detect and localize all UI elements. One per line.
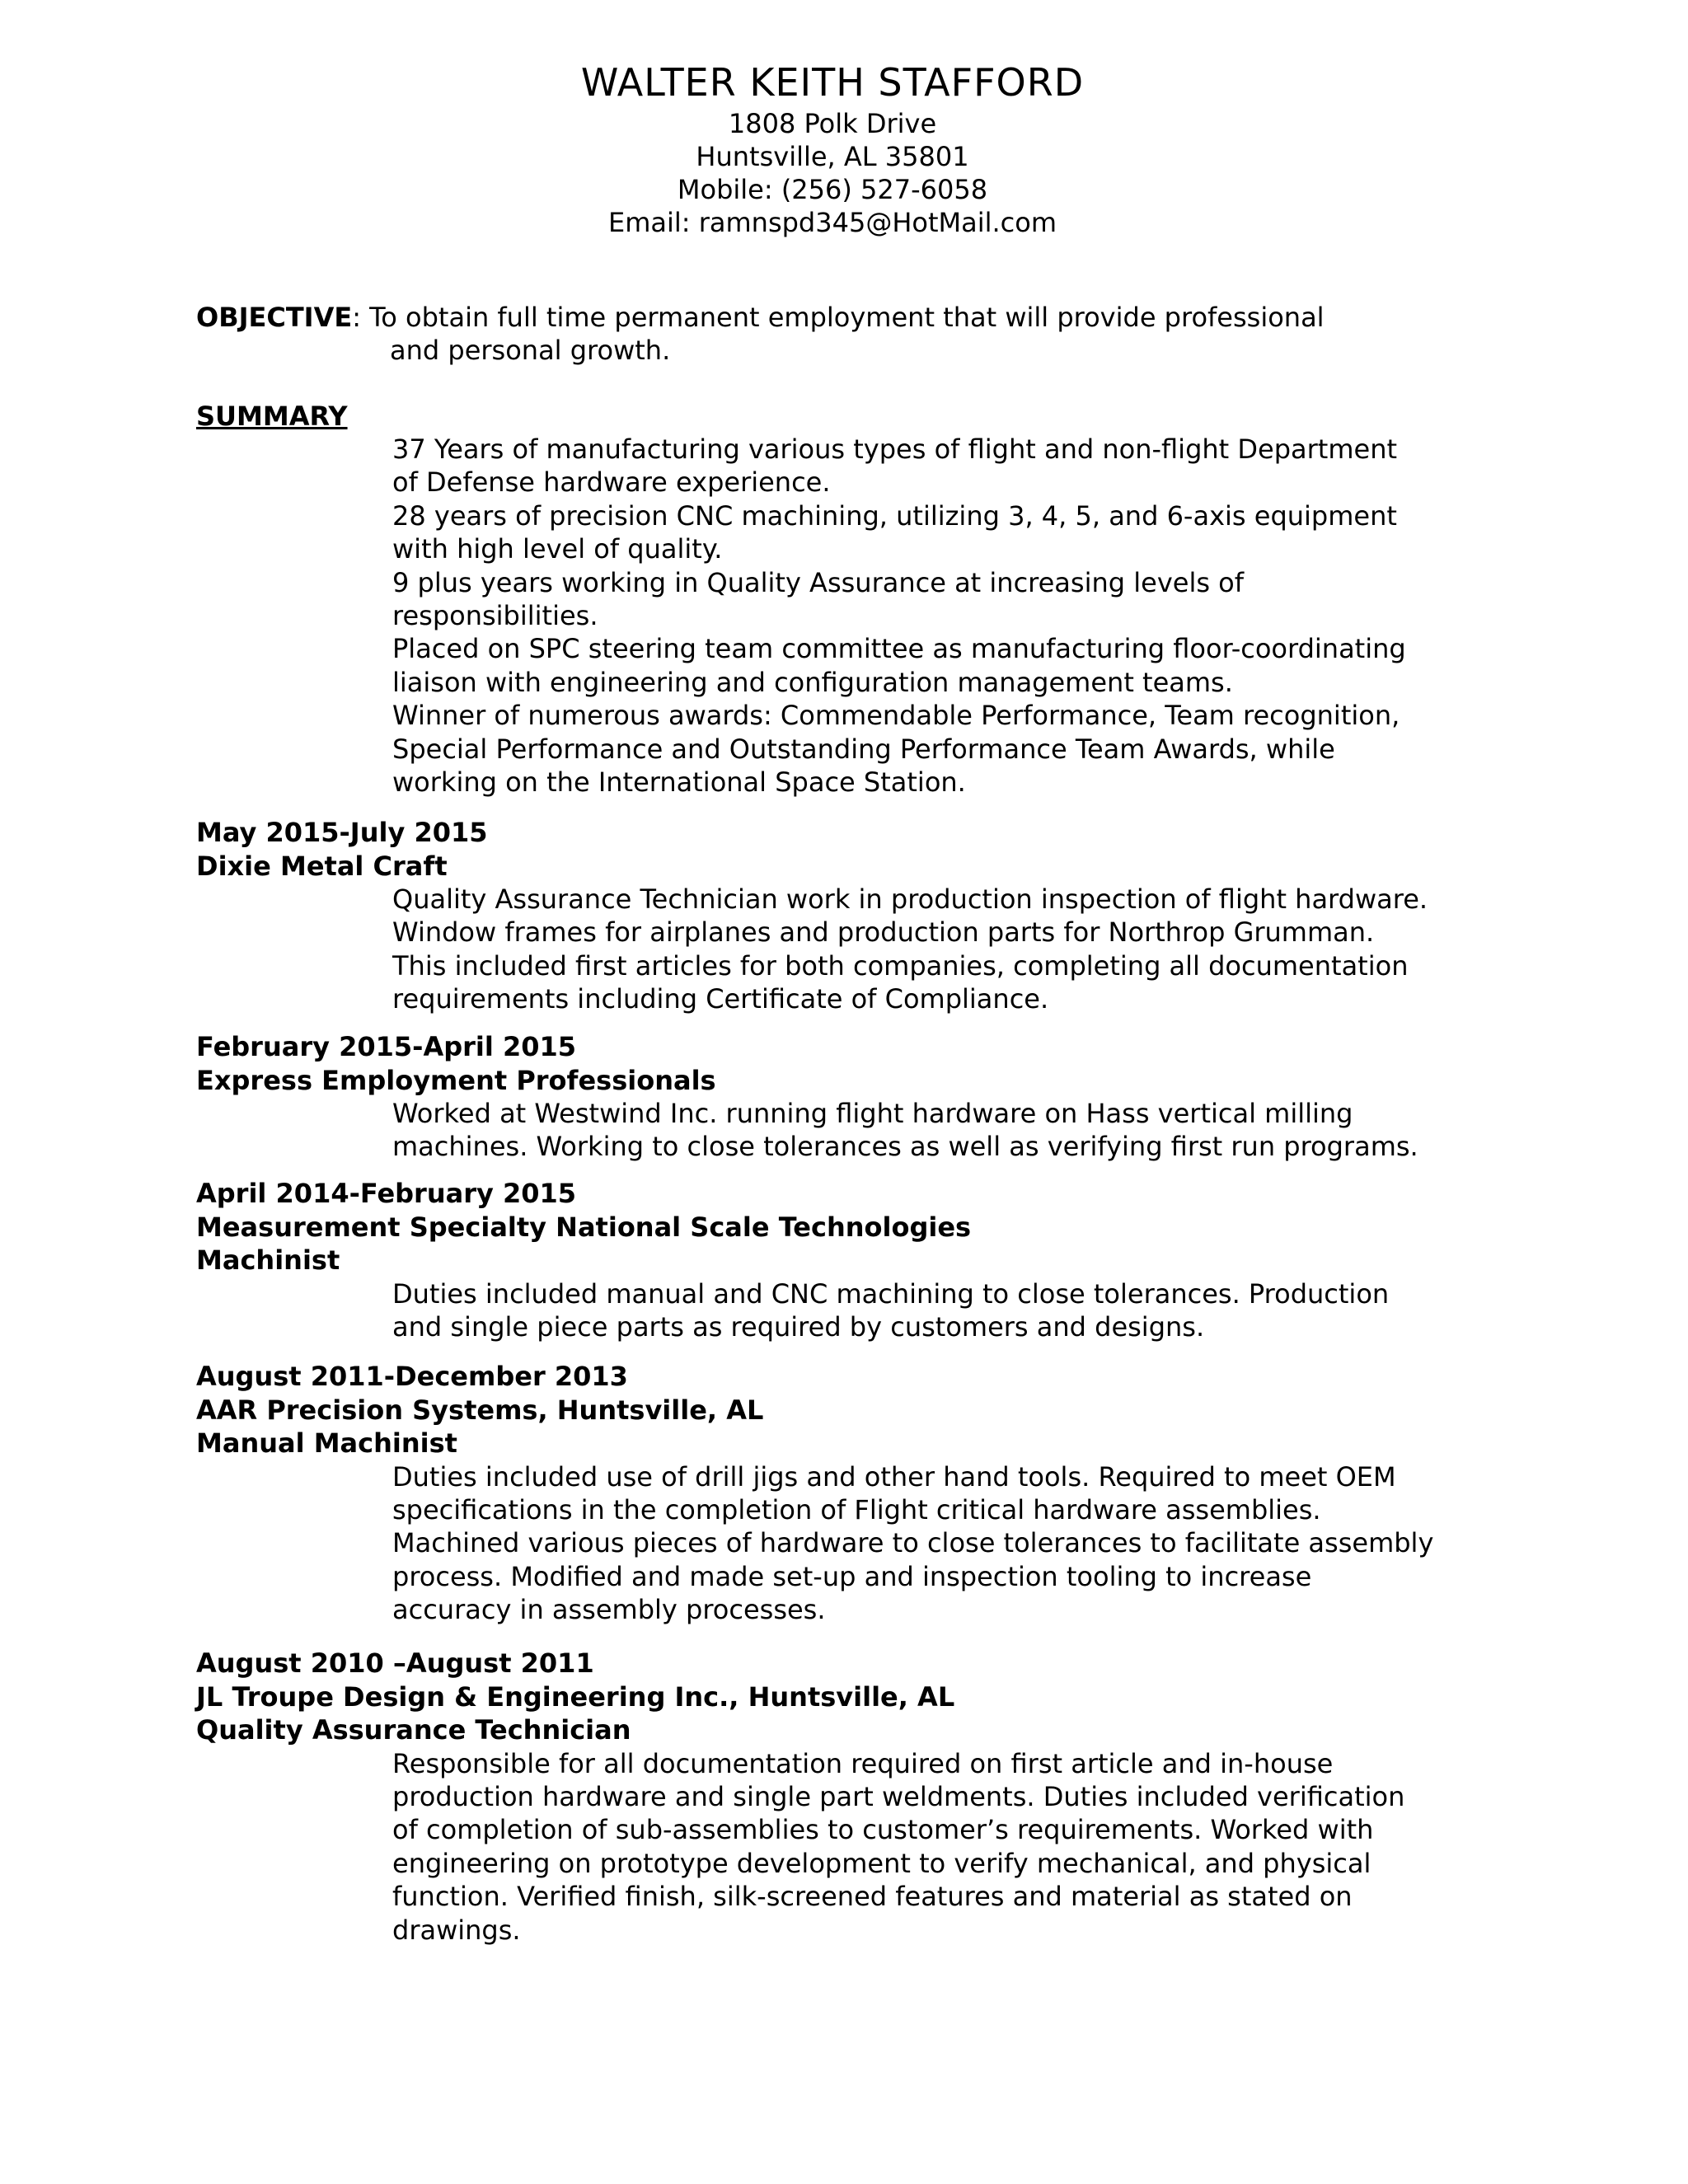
job-description-line: Responsible for all documentation required on first article and in-house [392, 1747, 1334, 1779]
summary-line: responsibilities. [392, 600, 598, 632]
summary-line: 9 plus years working in Quality Assurance at increasing levels of [392, 566, 1245, 598]
summary-line: liaison with engineering and configuration management teams. [392, 666, 1233, 698]
job-employer: Dixie Metal Craft [196, 850, 448, 882]
job-description [196, 1460, 1482, 1627]
job-dates: August 2010 –August 2011 [196, 1647, 594, 1679]
job-jl-troupe [196, 1647, 1482, 1947]
summary-line: with high level of quality. [392, 533, 723, 565]
job-description-line: Machined various pieces of hardware to close tolerances to facilitate assembly [392, 1527, 1434, 1559]
job-description-line: Quality Assurance Technician work in production inspection of flight hardware. [392, 883, 1428, 915]
job-description-line: accuracy in assembly processes. [392, 1594, 826, 1626]
resume-header [0, 58, 1665, 239]
job-express-employment [196, 1030, 1482, 1164]
job-employer: Express Employment Professionals [196, 1064, 716, 1096]
job-dixie-metal-craft [196, 816, 1482, 1016]
job-description-line: machines. Working to close tolerances as well as verifying first run programs. [392, 1131, 1418, 1163]
job-dates: May 2015-July 2015 [196, 817, 488, 848]
job-description-line: requirements including Certificate of Compliance. [392, 983, 1049, 1015]
summary-section [196, 400, 1482, 799]
job-description-line: This included first articles for both companies, completing all documentation [392, 949, 1409, 982]
job-title: Quality Assurance Technician [196, 1714, 631, 1746]
city-state-zip: Huntsville, AL 35801 [696, 141, 969, 172]
job-employer: Measurement Specialty National Scale Technologies [196, 1211, 972, 1243]
objective-label: OBJECTIVE [196, 302, 353, 333]
job-description-line: of completion of sub-assemblies to customer’s requirements. Worked with [392, 1814, 1374, 1846]
job-title: Manual Machinist [196, 1427, 457, 1459]
job-employer: AAR Precision Systems, Huntsville, AL [196, 1394, 764, 1426]
candidate-name: WALTER KEITH STAFFORD [580, 60, 1085, 105]
job-description [196, 883, 1482, 1016]
job-dates: February 2015-April 2015 [196, 1031, 577, 1062]
job-description-line: engineering on prototype development to verify mechanical, and physical [392, 1847, 1372, 1879]
street-address: 1808 Polk Drive [728, 108, 937, 139]
objective-section [196, 301, 1515, 367]
job-title: Machinist [196, 1244, 340, 1276]
job-description-line: Worked at Westwind Inc. running flight hardware on Hass vertical milling [392, 1098, 1353, 1129]
objective-text-line-1: : To obtain full time permanent employment that will provide professional [352, 302, 1325, 333]
summary-line: Placed on SPC steering team committee as manufacturing floor-coordinating [392, 633, 1406, 665]
job-employer: JL Troupe Design & Engineering Inc., Huntsville, AL [196, 1680, 955, 1713]
job-dates: August 2011-December 2013 [196, 1361, 628, 1392]
job-description-line: drawings. [392, 1914, 521, 1946]
summary-body [196, 433, 1482, 799]
job-aar-precision [196, 1360, 1482, 1627]
mobile-phone: Mobile: (256) 527-6058 [677, 174, 988, 205]
job-description-line: Window frames for airplanes and production parts for Northrop Grumman. [392, 916, 1375, 949]
summary-line: Special Performance and Outstanding Performance Team Awards, while [392, 733, 1335, 765]
summary-line: Winner of numerous awards: Commendable Performance, Team recognition, [392, 700, 1400, 732]
job-description-line: process. Modified and made set-up and inspection tooling to increase [392, 1560, 1312, 1592]
job-description-line: Duties included manual and CNC machining to close tolerances. Production [392, 1277, 1390, 1310]
job-description [196, 1747, 1482, 1947]
job-description-line: function. Verified finish, silk-screened features and material as stated on [392, 1881, 1353, 1913]
job-description-line: specifications in the completion of Flight critical hardware assemblies. [392, 1493, 1321, 1526]
summary-line: working on the International Space Station. [392, 766, 966, 799]
job-measurement-specialty [196, 1177, 1482, 1343]
job-description-line: and single piece parts as required by customers and designs. [392, 1310, 1205, 1343]
job-description [196, 1097, 1482, 1164]
job-description [196, 1277, 1482, 1344]
job-description-line: production hardware and single part weldments. Duties included verification [392, 1780, 1405, 1812]
email-address: Email: ramnspd345@HotMail.com [607, 207, 1057, 238]
summary-line: 28 years of precision CNC machining, utilizing 3, 4, 5, and 6-axis equipment [392, 499, 1397, 532]
job-description-line: Duties included use of drill jigs and other hand tools. Required to meet OEM [392, 1460, 1396, 1493]
summary-line: 37 Years of manufacturing various types of flight and non-flight Department [392, 434, 1398, 465]
objective-text-line-2: and personal growth. [390, 335, 671, 366]
summary-line: of Defense hardware experience. [392, 466, 831, 499]
job-dates: April 2014-February 2015 [196, 1178, 577, 1209]
summary-title: SUMMARY [196, 401, 348, 432]
